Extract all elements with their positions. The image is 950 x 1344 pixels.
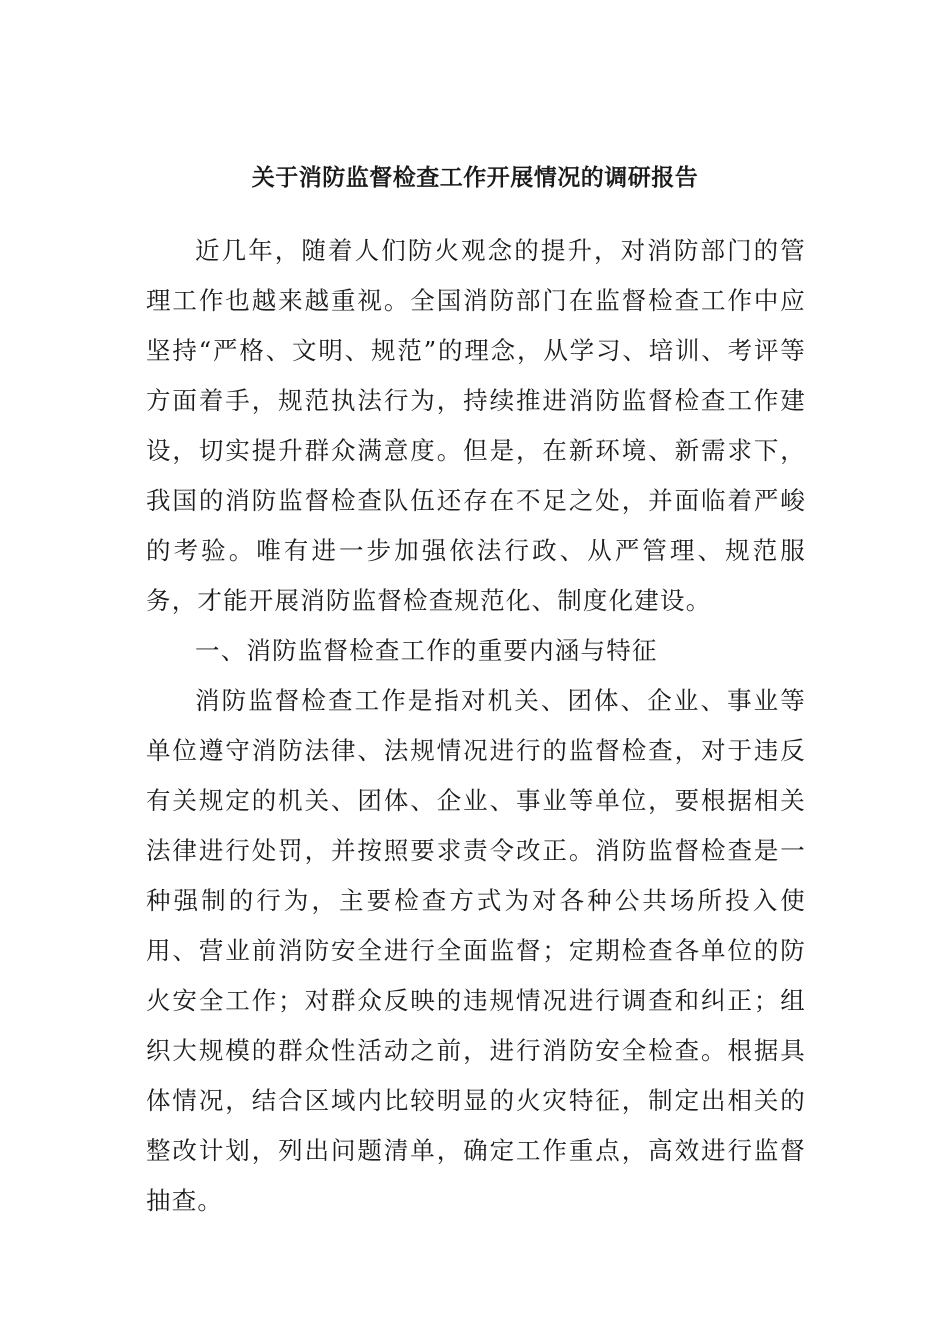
section-heading: 一、消防监督检查工作的重要内涵与特征 bbox=[195, 636, 658, 665]
intro-paragraph: 近几年，随着人们防火观念的提升，对消防部门的管理工作也越来越重视。全国消防部门在监督检查工作中应坚持“严格、文明、规范”的理念，从学习、培训、考评等方面着手，规范执法行为，持续推进消防监督检查工作建设，切实提升群众满意度。但是，在新环境、新需求下，我国的消防监督检查队伍还存在不足之处，并面临着严峻的考验。唯有进一步加强依法行政、从严管理、规范服务，才能开展消防监督检查规范化、制度化建设。 bbox=[146, 236, 806, 615]
document-title: 关于消防监督检查工作开展情况的调研报告 bbox=[251, 164, 699, 191]
section-paragraph: 消防监督检查工作是指对机关、团体、企业、事业等单位遵守消防法律、法规情况进行的监督检查，对于违反有关规定的机关、团体、企业、事业等单位，要根据相关法律进行处罚，并按照要求责令改正。消防监督检查是一种强制的行为，主要检查方式为对各种公共场所投入使用、营业前消防安全进行全面监督；定期检查各单位的防火安全工作；对群众反映的违规情况进行调查和纠正；组织大规模的群众性活动之前，进行消防安全检查。根据具体情况，结合区域内比较明显的火灾特征，制定出相关的整改计划，列出问题清单，确定工作重点，高效进行监督抽查。 bbox=[146, 686, 806, 1215]
document-body bbox=[146, 226, 806, 1226]
